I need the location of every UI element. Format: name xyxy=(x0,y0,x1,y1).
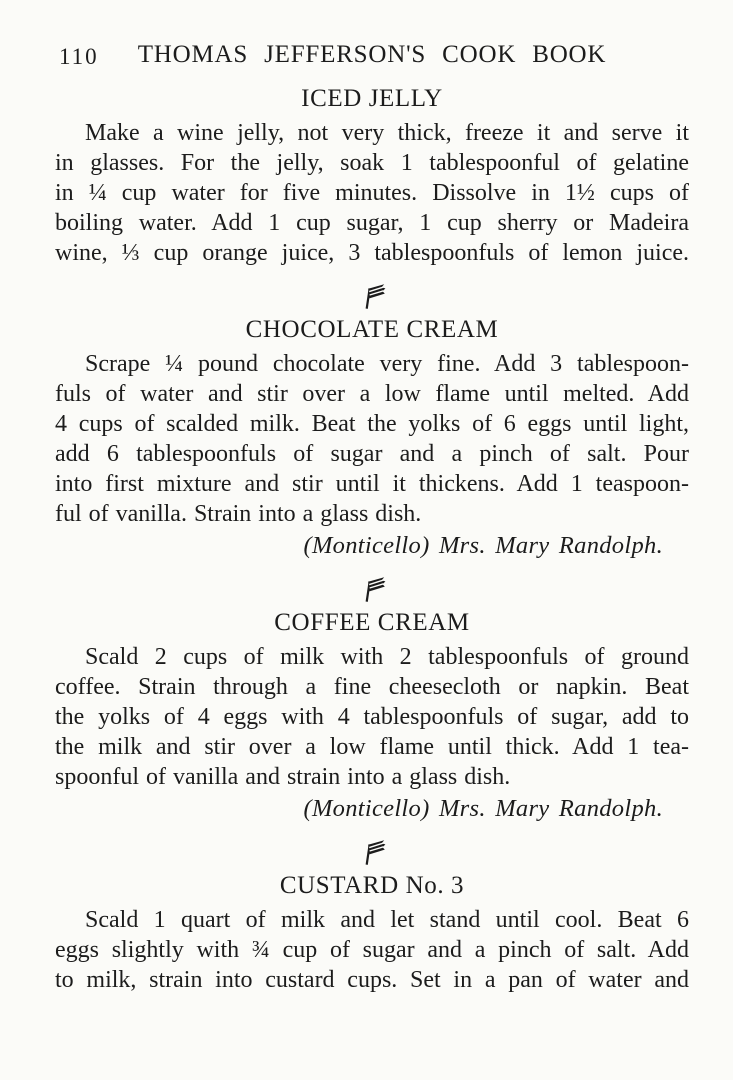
text-line: the milk and stir over a low flame until thick. Add 1 tea- xyxy=(55,734,689,760)
recipe-heading: CHOCOLATE CREAM xyxy=(245,316,499,343)
text-line: into first mixture and stir until it thickens. Add 1 teaspoon- xyxy=(55,471,689,497)
text-line: Scald 2 cups of milk with 2 tablespoonfuls of ground xyxy=(85,644,689,670)
flag-ornament-icon xyxy=(357,282,387,309)
recipe-heading: ICED JELLY xyxy=(301,85,443,112)
flag-ornament-icon xyxy=(357,575,387,602)
recipe-attribution: (Monticello) Mrs. Mary Randolph. xyxy=(303,795,663,822)
text-line: in glasses. For the jelly, soak 1 tablespoonful of gelatine xyxy=(55,150,689,176)
flag-ornament-icon xyxy=(357,838,387,865)
page-number: 110 xyxy=(59,44,99,69)
text-line: the yolks of 4 eggs with 4 tablespoonfuls of sugar, add to xyxy=(55,704,689,730)
text-line: add 6 tablespoonfuls of sugar and a pinch of salt. Pour xyxy=(55,441,689,467)
text-line: wine, ⅓ cup orange juice, 3 tablespoonfuls of lemon juice. xyxy=(55,240,689,266)
text-line: boiling water. Add 1 cup sugar, 1 cup sherry or Madeira xyxy=(55,210,689,236)
recipe-section-coffee-cream xyxy=(55,608,689,824)
text-line: to milk, strain into custard cups. Set in a pan of water and xyxy=(55,967,689,993)
page-header xyxy=(55,40,689,74)
recipe-section-chocolate-cream xyxy=(55,315,689,561)
text-line: Scald 1 quart of milk and let stand until cool. Beat 6 xyxy=(85,907,689,933)
text-line: spoonful of vanilla and strain into a glass dish. xyxy=(55,764,511,790)
recipe-section-custard-no-3 xyxy=(55,871,689,995)
recipe-text xyxy=(55,905,689,995)
text-line: 4 cups of scalded milk. Beat the yolks of 6 eggs until light, xyxy=(55,411,689,437)
recipe-heading: COFFEE CREAM xyxy=(274,609,470,636)
recipe-attribution: (Monticello) Mrs. Mary Randolph. xyxy=(303,532,663,559)
recipe-text xyxy=(55,349,689,529)
recipe-heading: CUSTARD No. 3 xyxy=(279,872,465,899)
recipe-text xyxy=(55,118,689,268)
text-line: Make a wine jelly, not very thick, freeze it and serve it xyxy=(85,120,689,146)
text-line: eggs slightly with ¾ cup of sugar and a pinch of salt. Add xyxy=(55,937,689,963)
text-line: in ¼ cup water for five minutes. Dissolve in 1½ cups of xyxy=(55,180,689,206)
text-line: coffee. Strain through a fine cheesecloth or napkin. Beat xyxy=(55,674,689,700)
recipe-text xyxy=(55,642,689,792)
running-title: THOMAS JEFFERSON'S COOK BOOK xyxy=(137,41,607,68)
text-line: Scrape ¼ pound chocolate very fine. Add 3 tablespoon- xyxy=(85,351,689,377)
text-line: fuls of water and stir over a low flame until melted. Add xyxy=(55,381,689,407)
text-line: ful of vanilla. Strain into a glass dish. xyxy=(55,501,422,527)
recipe-section-iced-jelly xyxy=(55,84,689,268)
